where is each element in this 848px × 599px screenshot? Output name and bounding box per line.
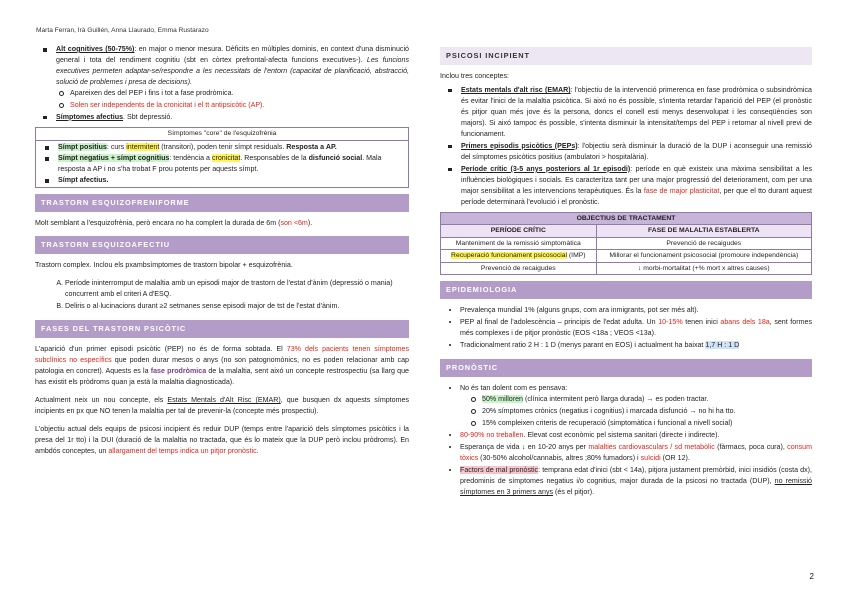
core-symptoms-box (35, 127, 409, 188)
alt-cog-sub-2: Solen ser independents de la cronicitat i el tt antipsicòtic (AP). (70, 100, 409, 111)
alt-cog-sub-1: Apareixen des del PEP i fins i tot a fase prodròmica. (70, 88, 409, 99)
esquizofreniforme-text: Molt semblant a l'esquizofrènia, però encara no ha complert la durada de 6m (son <6m). (35, 219, 313, 228)
pronostic-item: • Factors de mal pronòstic: temprana edat d'inici (sbt < 14a), pitjora justament premòrbid, inici insidiós (costa dx), predominis de símptomes negatius i/o cognitius, major durada de la psicosi no tractada (DUP), no remissió símptomes en 3 primers anys (és el pitjor). (460, 465, 812, 498)
pronostic-sub-item: 20% símptomes crònics (negatius i cognitius) i marcada disfunció → no hi ha tto. (482, 406, 812, 417)
section-band-fases: FASES DEL TRASTORN PSICÒTIC (35, 320, 409, 338)
authors: Marta Ferran, Irà Guillén, Anna Llaurado, Emma Rustarazo (36, 27, 209, 34)
table-header: FASE DE MALALTIA ESTABLERTA (596, 225, 811, 238)
epi-item: • PEP al final de l'adolescència – principis de l'edat adulta. Un 10-15% tenen inici abans dels 18a, sent formes més complexes i de pitjor pronòstic (EOS <18a ; VEOS <13a). (460, 317, 812, 339)
pronostic-sub-item: 50% milloren (clínica intermitent però llarga durada) → es poden tractar. (482, 394, 812, 405)
alt-cognitives-label: Alt cognitives (50-75%) (56, 45, 135, 53)
esquizoafectiu-criteria (35, 278, 409, 312)
pronostic-item: • 80-90% no treballen. Elevat cost econòmic pel sistema sanitari (directe i indirecte). (460, 430, 812, 441)
page-number: 2 (809, 572, 814, 581)
core-item-positius: Símpt positius: curs intermitent (transitori), poden tenir símpt residuals. Resposta a AP. (58, 142, 404, 153)
section-band-esquizoafectiu: TRASTORN ESQUIZOAFECTIU (35, 236, 409, 254)
section-band-epidemiologia: EPIDEMIOLOGIA (440, 281, 812, 299)
pronostic-sub-item: 15% compleixen criteris de recuperació (simptomàtica i funcional a nivell social) (482, 418, 812, 429)
table-row: Recuperació funcionament psicosocial (IMP) Millorar el funcionament psicosocial (promoure independència) (441, 250, 812, 263)
pronostic-item: • No és tan dolent com es pensava: 50% milloren (clínica intermitent però llarga durada) → es poden tractar. 20% símptomes crònics (negatius i cognitius) i marcada disfunció → no hi ha tto. 15% compleixen criteris de recuperació (simptomàtica i funcional a nivell social) (460, 383, 812, 429)
table-row: Prevenció de recaigudes ↓ morbi-mortalitat (+% mort x altres causes) (441, 262, 812, 275)
table-row: Manteniment de la remissió simptomàtica Prevenció de recaigudes (441, 237, 812, 250)
psicosi-item-emar: Estats mentals d'alt risc (EMAR): l'objectiu de la intervenció primerenca en fase prodròmica o subsindròmica és evitar l'inici de la malaltia psicòtica. Si aixó no és possible, s'intenta retardar l'aparició del PEP (el pronòstic és pitjor quan més jove és la persona, doncs el conell esti menys desenvolupat i les conseqüències son majors). Si aixó tampoc és possible, s'intenta disminuir la intensitat/temps del PEP i retornar al nivell previ de funcionament. (461, 85, 812, 138)
right-column (440, 44, 812, 499)
fases-paragraph-3: L'objectiu actual dels equips de psicosi incipient és reduir DUP (temps entre l'aparició dels símptomes psicòtics i la presa del 1r tto) i la DUI (duració de la malaltia no tractada, que és lo mateix que la DUP però inclou pròdroms). En ambdós conceptes, un allargament del temps indica un pitjor pronòstic. (35, 425, 409, 456)
alt-cognitives-item: Alt cognitives (50-75%): en major o menor mesura. Dèficits en múltiples dominis, en context d'una disminució general i tota del rendiment cognitiu (sbt en còrtex prefrontal-afecta funcions executives-). Les funcions executives permeten adaptar-se/respondre a les necessitats de l'entorn (capacitat de planificació, abstracció, solució de problemes i presa de decisions). Apareixen des del PEP i fins i tot a fase prodròmica. Solen ser independents de la cronicitat i el tt antipsicòtic (AP). (56, 45, 409, 109)
core-box-title: Símptomes "core" de l'esquizofrènia (36, 128, 408, 142)
objectius-table (440, 212, 812, 276)
left-column (35, 44, 409, 464)
criteria-item: B. Deliris o al·lucinacions durant ≥2 setmanes sense episodi major de tst de l'estat d'ànim. (65, 301, 409, 312)
psicosi-item-critic: Període crític (3-5 anys posteriors al 1r episodi): període en què existeix una màxima sensibilitat a les influències biològiques i socials. Es caracterítza tant per una major progressió del deteriorament, com per una major sensibilitat a les intervencions terapèutiques. És la fase de major plasticitat, per que el tto durant aquest període determinarà l'evolució i el pronòstic. (461, 164, 813, 206)
section-band-esquizofreniforme: TRASTORN ESQUIZOFRENIFORME (35, 194, 409, 212)
epi-item: • Prevalença mundial 1% (alguns grups, com ara inmigrants, pot ser més alt). (460, 305, 812, 316)
esquizoafectiu-intro: Trastorn complex. Inclou els pxambsímptomes de trastorn bipolar + esquizofrènia. (35, 261, 293, 270)
core-item-negatius: Símpt negatius + símpt cognitius: tendència a cronicitat. Responsables de la disfunció social. Mala resposta a AP i no s'ha trobat F prou potents per aquests símpt. (58, 153, 404, 175)
core-item-afectius: Símpt afectius. (58, 175, 404, 186)
epi-item: • Tradicionalment ratio 2 H : 1 D (menys parant en EOS) i actualment ha baixat 1,7 H : 1 D (460, 340, 812, 351)
pronostic-item: • Esperança de vida ↓ en 10-20 anys per malalties cardiovasculars / sd metabòlic (fàrmacs, poca cura), consum tòxics (30-50% alcohol/cannabis, altres ;80% fumadors) i suïcidi (OR 12). (460, 442, 812, 464)
fases-paragraph-1: L'aparició d'un primer episodi psicòtic (PEP) no és de forma sobtada. El 73% dels pacients tenen símptomes subclínics no específics que poden durar mesos o anys (no son patognomònics, no es poden relacionar amb cap patologia en concret). Aquests es la fase prodròmica de la malaltia, sent aixó un concepte restrospectiu (sa llarg que has existit els pròdroms quan ja està la malaltia diagnosticada). (35, 345, 409, 387)
section-band-psicosi: PSICOSI INCIPIENT (440, 47, 812, 65)
criteria-item: A. Període ininterromput de malaltia amb un episodi major de trastorn de l'estat d'ànim (depressió o mania) concurrent amb el criteri A d'ESQ. (65, 278, 409, 300)
psicosi-intro: Inclou tres conceptes: (440, 72, 510, 80)
table-title: OBJECTIUS DE TRACTAMENT (441, 212, 812, 225)
psicosi-item-peps: Primers episodis psicòtics (PEPs): l'objectiu serà disminuir la duració de la DUP i aconseguir una remissió del símptomes psicòtics positius (ambulatori > hospitalària). (461, 141, 812, 161)
fases-paragraph-2: Actualment neix un nou concepte, els Estats Mentals d'Alt Risc (EMAR), que busquen dx aquests símptomes incipients en px que NO tenen la malaltia per tal de prevenir-la (concepte més prospectiu). (35, 396, 409, 416)
sim-afectius-item: Símptomes afectius. Sbt depressió. (56, 112, 409, 123)
section-band-pronostic: PRONÒSTIC (440, 359, 812, 377)
table-header: PERÍODE CRÍTIC (441, 225, 597, 238)
